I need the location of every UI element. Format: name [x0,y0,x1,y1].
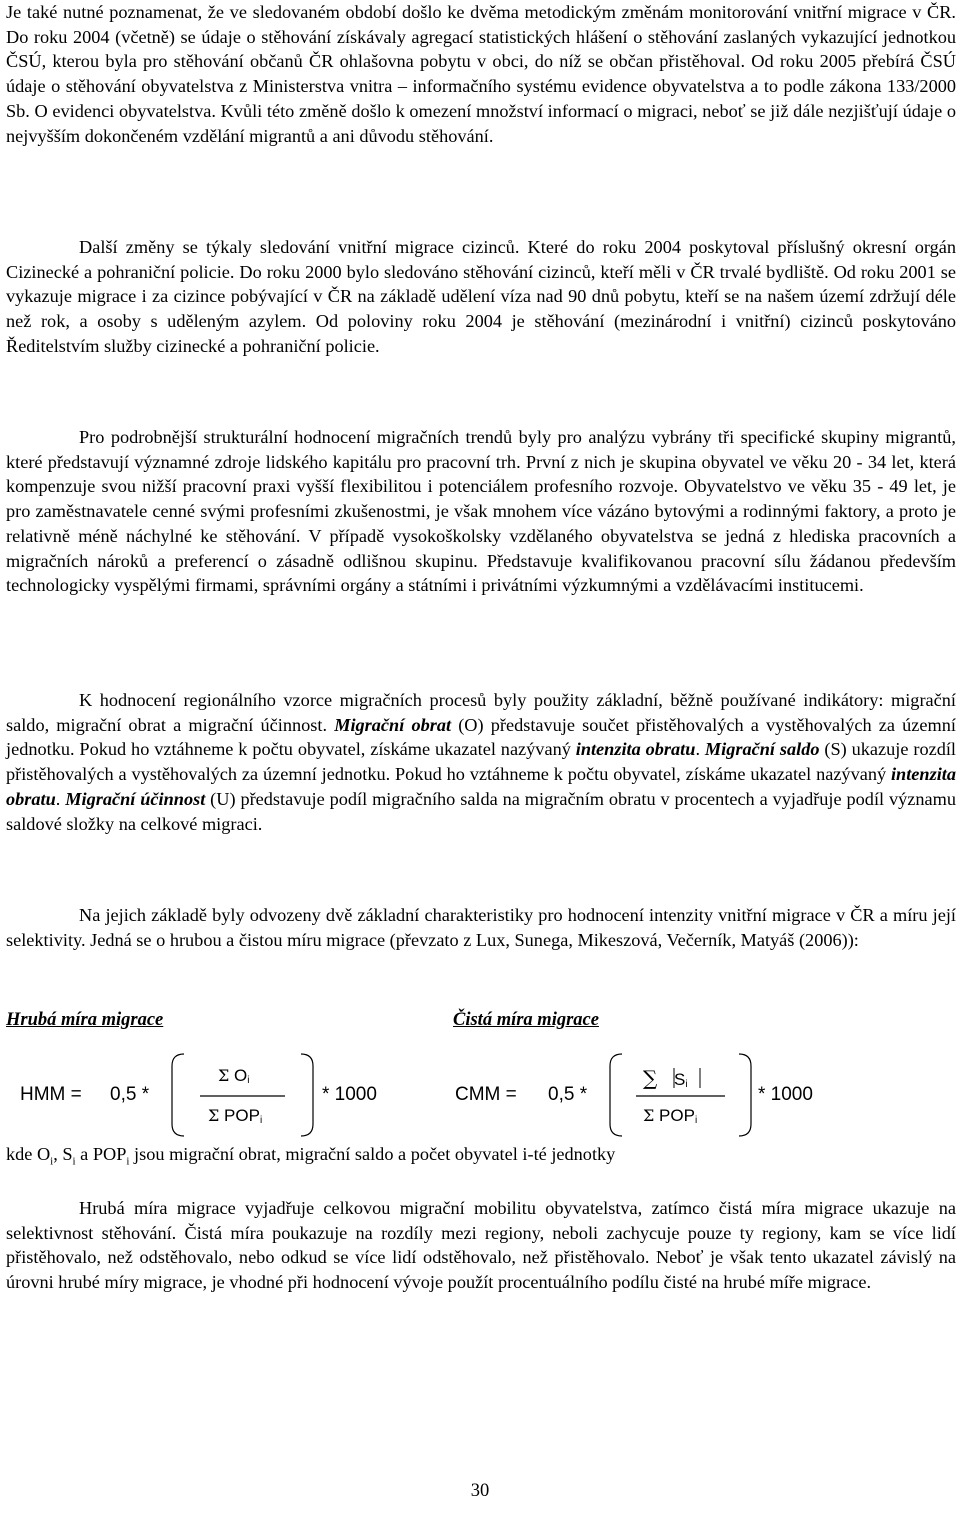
formula-hmm-numerator [218,1066,250,1086]
formula-hmm-numerator-var: O [234,1066,248,1085]
formula-cmm-numerator-var: S [674,1070,686,1089]
formula-hmm-denominator-sub: i [259,1115,263,1126]
heading-net-migration-rate: Čistá míra migrace [453,1010,599,1030]
formula-hmm-coefficient: 0,5 * [110,1084,150,1105]
paragraph-text: (U) představuje podíl migračního salda na migračním obratu v procentech a vyjadřuje podíl významu saldové složky na celkové migraci. [6,788,956,834]
legend-text: a POP [75,1144,127,1164]
formula-cmm-denominator [643,1106,697,1126]
paragraph-migrant-groups [6,425,956,598]
legend-subscript: i [72,1155,76,1168]
emphasized-term: Migrační obrat [334,714,452,735]
formula-hmm-denominator [208,1106,262,1126]
formula-hmm-numerator-sub: i [247,1075,250,1086]
formula-cmm-multiplier: * 1000 [758,1084,813,1105]
emphasized-term: intenzita obratu [6,764,956,809]
formula-hmm-label: HMM = [20,1084,82,1105]
paragraph-text: . [55,788,66,809]
sigma-icon: Σ [643,1106,655,1125]
paragraph-text: (O) představuje součet přistěhovalých a vystěhovalých za územní jednotku. Pokud ho vztáhneme k počtu obyvatel, získáme ukazatel nazývaný [6,714,956,760]
formula-cmm-denominator-sub: i [694,1115,698,1126]
paragraph-gross-vs-net [6,1196,956,1295]
page-number: 30 [470,1481,490,1501]
formula-hmm-multiplier: * 1000 [322,1084,377,1105]
formula-hmm-bracket [170,1052,315,1138]
sigma-icon: Σ [218,1066,230,1085]
sigma-icon: Σ [208,1106,220,1125]
paragraph-text: . [695,739,705,760]
legend-text: , S [53,1144,73,1164]
paragraph-indicators [6,688,956,836]
paragraph-methodology-changes [6,0,956,148]
paragraph-text: Je také nutné poznamenat, že ve sledovaném období došlo ke dvěma metodickým změnám monitorování vnitřní migrace v ČR. Do roku 2004 (včetně) se údaje o stěhování získávaly agregací statistických hlášení o stěhování zaslaných vykazující jednotkou ČSÚ, kterou byla pro stěhování občanů ČR ohlašovna pobytu v obci, do níž se občan přistěhoval. Od roku 2005 přebírá ČSÚ údaje o stěhování obyvatelstva z Ministerstva vnitra – informačního systému evidence obyvatelstva a to podle zákona 133/2000 Sb. O evidenci obyvatelstva. Kvůli této změně došlo k omezení množství informací o migraci, neboť se již dále nezjišťují údaje o nejvyšším dokončeném vzdělání migrantů a ani důvodu stěhování. [6,2,956,146]
legend-subscript: i [126,1155,130,1168]
formula-cmm-coefficient: 0,5 * [548,1084,588,1105]
emphasized-term: intenzita obratu [575,739,696,760]
legend-text: kde O [6,1144,51,1164]
formula-cmm-numerator-sub: i [685,1079,688,1090]
paragraph-text: K hodnocení regionálního vzorce migračních procesů byly použity základní, běžně používané indikátory: migrační saldo, migrační obrat a migrační účinnost. [6,690,956,735]
legend-subscript: i [50,1155,54,1168]
paragraph-text: Hrubá míra migrace vyjadřuje celkovou migrační mobilitu obyvatelstva, zatímco čistá míra migrace ukazuje na selektivnost stěhování. Čistá míra poukazuje na rozdíly mezi regiony, neboli zachycuje pouze ty regiony, kam se více lidí přistěhovalo, než odstěhovalo, nebo odkud se více lidí odstěhovalo, než přistěhovalo. Neboť je však tento ukazatel závislý na úrovni hrubé míry migrace, je vhodné při hodnocení vývoje použít procentuálního podílu čisté na hrubé míře migrace. [6,1198,956,1293]
formula-legend [6,1144,615,1168]
formula-cmm-bracket [608,1052,753,1138]
paragraph-characteristics [6,903,956,952]
heading-gross-migration-rate: Hrubá míra migrace [6,1010,164,1030]
paragraph-text: Další změny se týkaly sledování vnitřní migrace cizinců. Které do roku 2004 poskytoval příslušný okresní orgán Cizinecké a pohraniční policie. Do roku 2000 bylo sledováno stěhování cizinců, kteří měli v ČR trvalé bydliště. Od roku 2001 se vykazuje migrace i za cizince pobývající v ČR na základě udělení víza nad 90 dnů pobytu, kteří se na našem území zdržují déle než rok, a osoby s uděleným azylem. Od poloviny roku 2004 je stěhování (mezinárodní i vnitřní) cizinců poskytováno Ředitelstvím služby cizinecké a pohraniční policie. [6,237,956,356]
emphasized-term: Migrační účinnost [65,788,206,809]
legend-text: jsou migrační obrat, migrační saldo a počet obyvatel i-té jednotky [129,1144,616,1164]
formula-cmm-denominator-var: POP [659,1106,695,1125]
paragraph-text: Pro podrobnější strukturální hodnocení migračních trendů byly pro analýzu vybrány tři specifické skupiny migrantů, které představují významné zdroje lidského kapitálu pro pracovní trh. První z nich je skupina obyvatel ve věku 20 - 34 let, která kompenzuje svou nižší pracovní praxi vyšší flexibilitou i potenciálem profesního rozvoje. Obyvatelstvo ve věku 35 - 49 let, je pro zaměstnavatele cenné svými profesními zkušenostmi, je však mnohem více vázáno bytovými a rodinnými faktory, a proto je relativně méně náchylné ke stěhování. V případě vysokoškolsky vzdělaného obyvatelstva se jedná z hlediska pracovních a migračních nároků a preferencí o zásadně odlišnou skupinu. Představuje kvalifikovanou pracovní sílu žádanou především technologicky vyspělými firmami, správními orgány a státními i privátními výzkumnými a vzdělávacími institucemi. [6,427,956,596]
emphasized-term: Migrační saldo [704,739,820,760]
paragraph-text: Na jejich základě byly odvozeny dvě základní charakteristiky pro hodnocení intenzity vnitřní migrace v ČR a míru její selektivity. Jedná se o hrubou a čistou míru migrace (převzato z Lux, Sunega, Mikeszová, Večerník, Matyáš (2006)): [6,905,956,950]
formula-cmm-label: CMM = [455,1084,517,1105]
formula-hmm-denominator-var: POP [224,1106,260,1125]
formula-cmm-numerator [643,1066,688,1090]
paragraph-foreigner-migration [6,235,956,359]
sum-icon: ∑ [643,1066,658,1090]
paragraph-text: (S) ukazuje rozdíl přistěhovalých a vystěhovalých za územní jednotku. Pokud ho vztáhneme k počtu obyvatel, získáme ukazatel nazývaný [6,739,957,785]
